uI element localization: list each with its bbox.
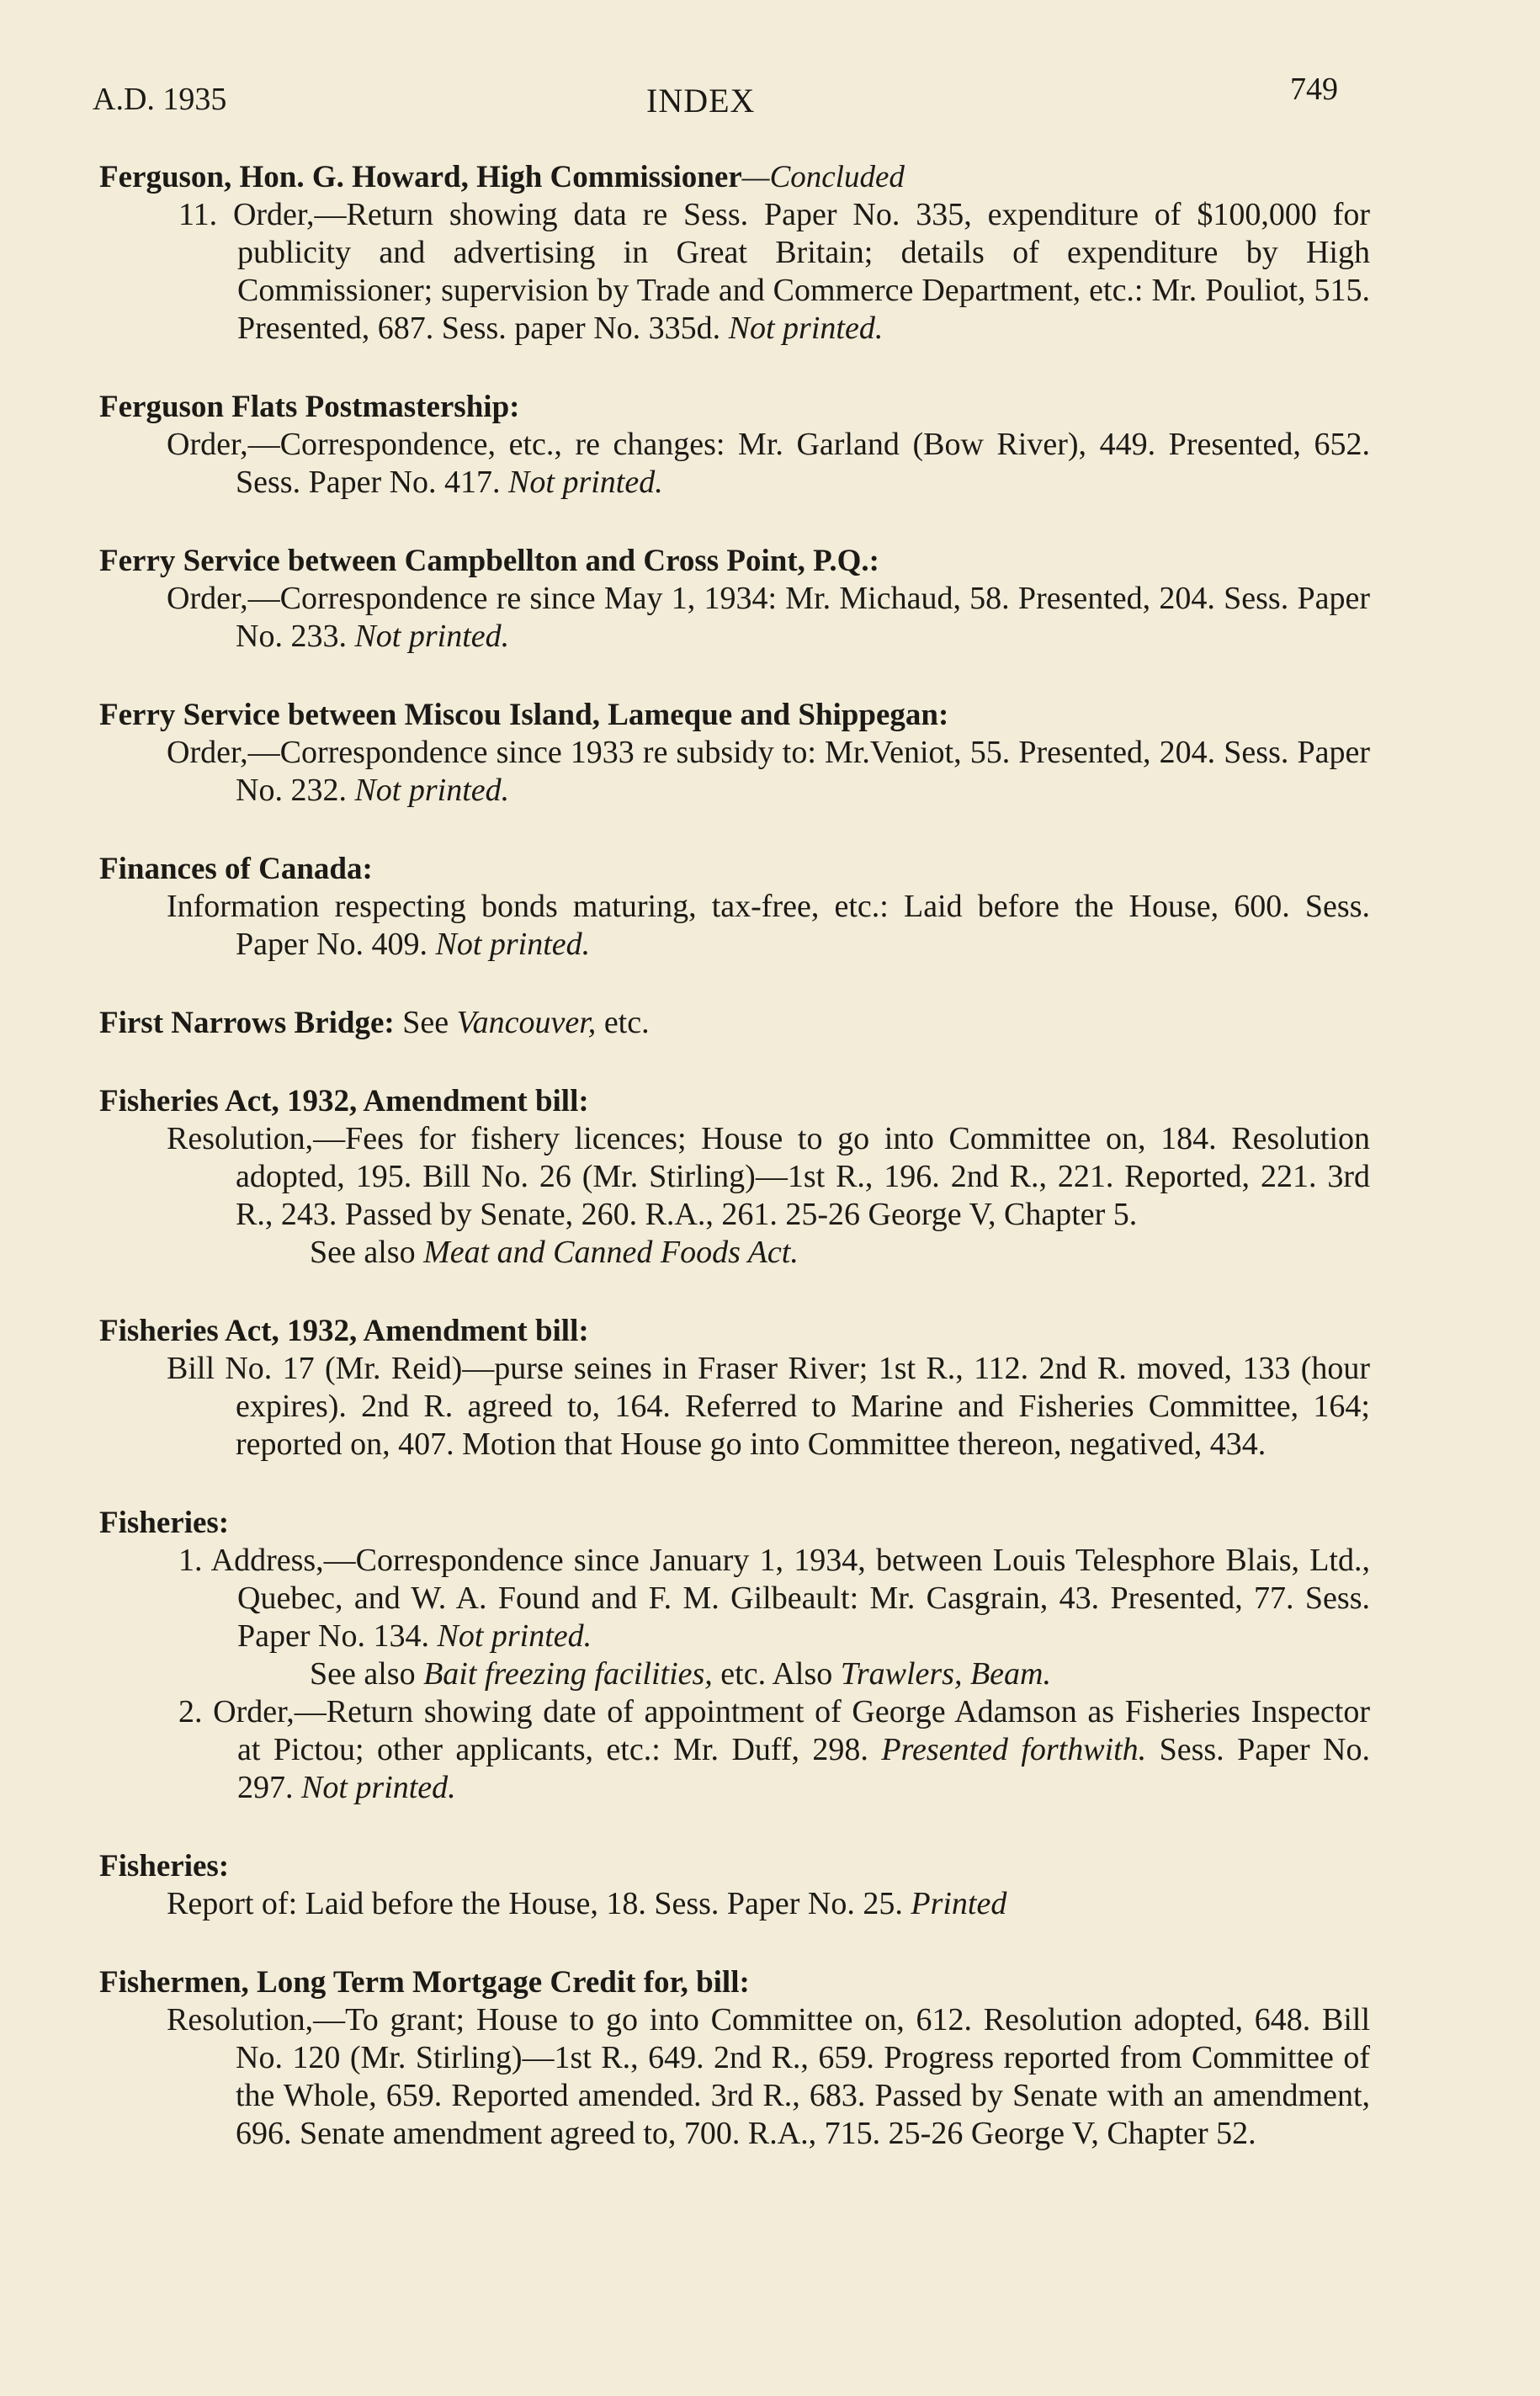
header-title: INDEX bbox=[646, 82, 756, 120]
entry-title: Ferry Service between Campbellton and Cross Point, P.Q.: bbox=[99, 544, 879, 578]
entry-item: 11. Order,—Return showing data re Sess. Paper No. 335, expenditure of $100,000 for publicity and advertising in Great Britain; details of expenditure by High Commissioner; supervision by Trade and Commerce Department, etc.: Mr. Pouliot, 515. Presented, 687. Sess. paper No. 335d. Not printed. bbox=[178, 197, 1370, 346]
index-entry bbox=[99, 388, 1370, 502]
index-entry bbox=[99, 1312, 1370, 1464]
entry-title: First Narrows Bridge: bbox=[99, 1006, 395, 1040]
header-year: A.D. 1935 bbox=[93, 82, 227, 117]
entry-body: Resolution,—Fees for fishery licences; House to go into Committee on, 184. Resolution adopted, 195. Bill No. 26 (Mr. Stirling)—1st R., 196. 2nd R., 221. Reported, 221. 3rd R., 243. Passed by Senate, 260. R.A., 261. 25-26 George V, Chapter 5. bbox=[167, 1121, 1370, 1232]
entry-title: Finances of Canada: bbox=[99, 852, 373, 886]
entry-title: Ferry Service between Miscou Island, Lameque and Shippegan: bbox=[99, 698, 949, 732]
entry-title: Fisheries: bbox=[99, 1849, 230, 1883]
entry-body: Order,—Correspondence since 1933 re subsidy to: Mr.Veniot, 55. Presented, 204. Sess. Paper No. 232. Not printed. bbox=[167, 735, 1370, 808]
entry-status: Not printed. bbox=[435, 927, 591, 962]
index-entry bbox=[99, 1963, 1370, 2153]
index-entry bbox=[99, 850, 1370, 964]
see-also: See also Bait freezing facilities, etc. Also Trawlers, Beam. bbox=[310, 1656, 1051, 1692]
entry-title: Fisheries: bbox=[99, 1506, 230, 1540]
entry-status: Not printed. bbox=[508, 465, 663, 500]
index-entry bbox=[99, 158, 1370, 348]
index-entry bbox=[99, 1847, 1370, 1923]
entry-status: Not printed. bbox=[728, 311, 884, 346]
entry-title: Fisheries Act, 1932, Amendment bill: bbox=[99, 1314, 589, 1348]
entry-title-suffix: —Concluded bbox=[741, 160, 905, 194]
cross-reference: See Vancouver, etc. bbox=[402, 1005, 650, 1040]
entry-status: Not printed. bbox=[437, 1618, 592, 1654]
see-also: See also Meat and Canned Foods Act. bbox=[310, 1235, 799, 1270]
entry-title: Fishermen, Long Term Mortgage Credit for, bill: bbox=[99, 1965, 750, 2000]
entry-body: Resolution,—To grant; House to go into Committee on, 612. Resolution adopted, 648. Bill No. 120 (Mr. Stirling)—1st R., 649. 2nd R., 659. Progress reported from Committee of the Whole, 659. Reported amended. 3rd R., 683. Passed by Senate with an amendment, 696. Senate amendment agreed to, 700. R.A., 715. 25-26 George V, Chapter 52. bbox=[167, 2002, 1370, 2151]
entry-body: Report of: Laid before the House, 18. Sess. Paper No. 25. Printed bbox=[167, 1886, 1007, 1921]
entry-status: Not printed. bbox=[354, 619, 510, 654]
index-entry bbox=[99, 696, 1370, 810]
entry-status: Printed bbox=[911, 1886, 1007, 1921]
entry-item: 2. Order,—Return showing date of appointment of George Adamson as Fisheries Inspector at Pictou; other applicants, etc.: Mr. Duff, 298. Presented forthwith. Sess. Paper No. 297. Not printed. bbox=[178, 1694, 1370, 1805]
index-entry bbox=[99, 1504, 1370, 1807]
index-entry bbox=[99, 542, 1370, 656]
entry-body: Bill No. 17 (Mr. Reid)—purse seines in Fraser River; 1st R., 112. 2nd R. moved, 133 (hour expires). 2nd R. agreed to, 164. Referred to Marine and Fisheries Committee, 164; reported on, 407. Motion that House go into Committee thereon, negatived, 434. bbox=[167, 1351, 1370, 1462]
entry-title: Ferguson, Hon. G. Howard, High Commissioner—Concluded bbox=[99, 160, 905, 194]
entry-title: Ferguson Flats Postmastership: bbox=[99, 390, 520, 424]
index-entry bbox=[99, 1082, 1370, 1272]
entry-item: 1. Address,—Correspondence since January 1, 1934, between Louis Telesphore Blais, Ltd., Quebec, and W. A. Found and F. M. Gilbeault: Mr. Casgrain, 43. Presented, 77. Sess. Paper No. 134. Not printed. bbox=[178, 1543, 1370, 1654]
entry-title: Fisheries Act, 1932, Amendment bill: bbox=[99, 1084, 589, 1118]
entry-body: Order,—Correspondence, etc., re changes: Mr. Garland (Bow River), 449. Presented, 652. Sess. Paper No. 417. Not printed. bbox=[167, 427, 1370, 500]
entry-body: Order,—Correspondence re since May 1, 1934: Mr. Michaud, 58. Presented, 204. Sess. Paper No. 233. Not printed. bbox=[167, 581, 1370, 654]
entry-status: Not printed. bbox=[301, 1770, 456, 1805]
entry-status: Not printed. bbox=[354, 773, 510, 808]
index-entry bbox=[99, 1004, 1370, 1042]
index-content bbox=[99, 158, 1370, 2193]
page-number: 749 bbox=[1290, 72, 1338, 107]
entry-body: Information respecting bonds maturing, tax-free, etc.: Laid before the House, 600. Sess. Paper No. 409. Not printed. bbox=[167, 889, 1370, 962]
